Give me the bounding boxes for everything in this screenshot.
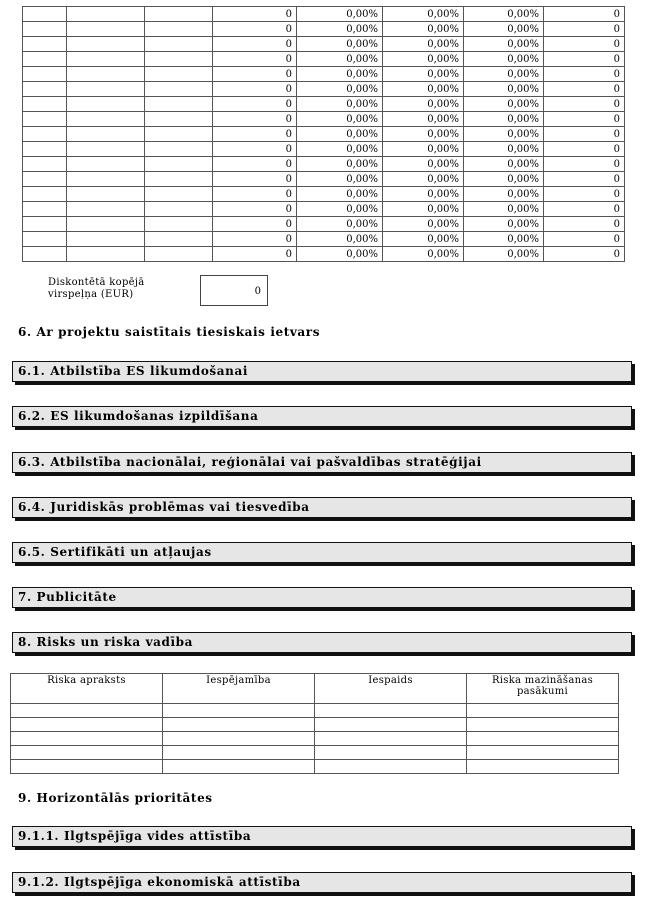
table-cell[interactable]: 0,00%	[464, 97, 544, 112]
risk-cell[interactable]	[315, 760, 467, 774]
table-cell[interactable]	[145, 37, 213, 52]
table-cell[interactable]: 0	[544, 187, 625, 202]
table-cell[interactable]: 0	[213, 37, 297, 52]
risk-header-likelihood: Iespējamība	[163, 674, 315, 704]
table-cell[interactable]: 0,00%	[383, 157, 464, 172]
table-cell[interactable]: 0	[213, 217, 297, 232]
risk-cell[interactable]	[163, 732, 315, 746]
table-cell[interactable]	[23, 232, 67, 247]
table-row	[23, 112, 625, 127]
risk-row	[11, 718, 619, 732]
table-cell[interactable]: 0	[213, 82, 297, 97]
table-row	[23, 127, 625, 142]
risk-row	[11, 732, 619, 746]
table-cell[interactable]: 0,00%	[297, 172, 383, 187]
table-cell[interactable]: 0,00%	[297, 67, 383, 82]
table-cell[interactable]: 0,00%	[464, 202, 544, 217]
table-cell[interactable]: 0	[544, 22, 625, 37]
risk-header-description: Riska apraksts	[11, 674, 163, 704]
table-cell[interactable]: 0	[213, 187, 297, 202]
table-cell[interactable]: 0	[544, 157, 625, 172]
table-cell[interactable]: 0,00%	[383, 37, 464, 52]
table-cell[interactable]: 0,00%	[297, 187, 383, 202]
table-cell[interactable]: 0,00%	[383, 127, 464, 142]
table-cell[interactable]: 0,00%	[464, 217, 544, 232]
table-cell[interactable]	[23, 37, 67, 52]
table-cell[interactable]: 0,00%	[383, 97, 464, 112]
table-cell[interactable]	[145, 67, 213, 82]
table-cell[interactable]: 0	[213, 247, 297, 262]
table-cell[interactable]: 0,00%	[297, 142, 383, 157]
table-cell[interactable]	[23, 142, 67, 157]
table-row	[23, 22, 625, 37]
risk-cell[interactable]	[163, 746, 315, 760]
table-cell[interactable]: 0,00%	[464, 52, 544, 67]
table-cell[interactable]	[67, 217, 145, 232]
table-cell[interactable]: 0,00%	[383, 232, 464, 247]
table-cell[interactable]	[67, 142, 145, 157]
table-cell[interactable]	[23, 187, 67, 202]
table-row	[23, 187, 625, 202]
table-cell[interactable]	[23, 82, 67, 97]
discount-label: Diskontētā kopējā virspeļņa (EUR)	[48, 277, 145, 300]
table-cell[interactable]	[23, 67, 67, 82]
table-cell[interactable]: 0	[544, 232, 625, 247]
risk-cell[interactable]	[163, 718, 315, 732]
table-cell[interactable]: 0,00%	[297, 232, 383, 247]
risk-cell[interactable]	[11, 760, 163, 774]
table-cell[interactable]: 0,00%	[297, 157, 383, 172]
table-row	[23, 217, 625, 232]
table-cell[interactable]: 0	[544, 82, 625, 97]
section-7-bar: 7. Publicitāte	[12, 587, 632, 608]
table-cell[interactable]: 0,00%	[383, 142, 464, 157]
table-cell[interactable]	[23, 202, 67, 217]
section-6-3-bar: 6.3. Atbilstība nacionālai, reģionālai vai pašvaldības stratēģijai	[12, 452, 632, 473]
table-cell[interactable]	[145, 217, 213, 232]
table-cell[interactable]	[145, 112, 213, 127]
table-cell[interactable]: 0,00%	[297, 127, 383, 142]
table-cell[interactable]	[145, 97, 213, 112]
table-cell[interactable]	[23, 112, 67, 127]
table-cell[interactable]: 0,00%	[383, 247, 464, 262]
table-cell[interactable]: 0,00%	[383, 172, 464, 187]
discount-value-field[interactable]: 0	[200, 275, 268, 306]
section-9-1-2-bar: 9.1.2. Ilgtspējīga ekonomiskā attīstība	[12, 872, 632, 893]
table-cell[interactable]: 0,00%	[464, 112, 544, 127]
table-cell[interactable]: 0,00%	[464, 37, 544, 52]
table-cell[interactable]: 0	[213, 67, 297, 82]
table-cell[interactable]: 0,00%	[383, 52, 464, 67]
table-cell[interactable]: 0	[213, 97, 297, 112]
table-cell[interactable]: 0,00%	[297, 37, 383, 52]
table-cell[interactable]: 0	[213, 7, 297, 22]
table-cell[interactable]: 0	[544, 67, 625, 82]
table-cell[interactable]: 0	[213, 157, 297, 172]
table-cell[interactable]: 0	[544, 217, 625, 232]
table-cell[interactable]: 0	[544, 127, 625, 142]
table-cell[interactable]: 0,00%	[383, 217, 464, 232]
risk-row	[11, 760, 619, 774]
table-cell[interactable]: 0,00%	[464, 67, 544, 82]
table-cell[interactable]	[67, 187, 145, 202]
table-cell[interactable]	[145, 142, 213, 157]
table-cell[interactable]	[145, 22, 213, 37]
table-cell[interactable]: 0,00%	[297, 52, 383, 67]
risk-header-impact: Iespaids	[315, 674, 467, 704]
table-cell[interactable]: 0,00%	[297, 202, 383, 217]
table-cell[interactable]: 0,00%	[383, 82, 464, 97]
table-cell[interactable]	[23, 7, 67, 22]
table-cell[interactable]	[67, 247, 145, 262]
table-cell[interactable]: 0,00%	[464, 7, 544, 22]
table-cell[interactable]: 0	[213, 142, 297, 157]
table-cell[interactable]	[145, 202, 213, 217]
section-6-1-bar: 6.1. Atbilstība ES likumdošanai	[12, 361, 632, 382]
table-cell[interactable]	[145, 187, 213, 202]
table-cell[interactable]: 0	[544, 202, 625, 217]
financial-table	[22, 6, 625, 262]
table-cell[interactable]	[23, 172, 67, 187]
risk-cell[interactable]	[467, 704, 619, 718]
table-cell[interactable]	[67, 37, 145, 52]
table-cell[interactable]: 0	[544, 172, 625, 187]
table-cell[interactable]	[145, 232, 213, 247]
risk-cell[interactable]	[315, 718, 467, 732]
table-cell[interactable]: 0,00%	[383, 67, 464, 82]
table-cell[interactable]	[145, 7, 213, 22]
table-cell[interactable]	[145, 52, 213, 67]
table-cell[interactable]: 0	[213, 172, 297, 187]
risk-header-mitigation: Riska mazināšanas pasākumi	[467, 674, 619, 704]
table-cell[interactable]: 0,00%	[464, 82, 544, 97]
table-row	[23, 202, 625, 217]
table-row	[23, 142, 625, 157]
table-cell[interactable]	[67, 202, 145, 217]
table-row	[23, 232, 625, 247]
table-cell[interactable]: 0	[544, 7, 625, 22]
risk-cell[interactable]	[467, 760, 619, 774]
table-row	[23, 172, 625, 187]
risk-cell[interactable]	[163, 704, 315, 718]
table-cell[interactable]: 0,00%	[464, 247, 544, 262]
risk-cell[interactable]	[467, 718, 619, 732]
table-cell[interactable]: 0,00%	[383, 202, 464, 217]
table-cell[interactable]: 0	[213, 127, 297, 142]
table-cell[interactable]	[145, 172, 213, 187]
section-9-heading: 9. Horizontālās prioritātes	[18, 791, 213, 805]
table-cell[interactable]: 0,00%	[383, 22, 464, 37]
section-8-bar: 8. Risks un riska vadība	[12, 632, 632, 653]
table-cell[interactable]	[67, 157, 145, 172]
table-cell[interactable]: 0	[213, 52, 297, 67]
risk-cell[interactable]	[315, 746, 467, 760]
risk-cell[interactable]	[163, 760, 315, 774]
risk-cell[interactable]	[467, 732, 619, 746]
section-6-4-bar: 6.4. Juridiskās problēmas vai tiesvedība	[12, 497, 632, 518]
risk-row	[11, 746, 619, 760]
table-row	[23, 97, 625, 112]
table-cell[interactable]	[67, 22, 145, 37]
table-cell[interactable]: 0	[213, 22, 297, 37]
table-cell[interactable]	[67, 172, 145, 187]
table-row	[23, 7, 625, 22]
risk-cell[interactable]	[11, 732, 163, 746]
table-cell[interactable]: 0	[544, 142, 625, 157]
table-cell[interactable]	[67, 97, 145, 112]
table-cell[interactable]	[23, 157, 67, 172]
table-row	[23, 67, 625, 82]
table-cell[interactable]: 0,00%	[383, 7, 464, 22]
table-cell[interactable]	[145, 157, 213, 172]
table-row	[23, 157, 625, 172]
risk-cell[interactable]	[11, 746, 163, 760]
section-6-2-bar: 6.2. ES likumdošanas izpildīšana	[12, 406, 632, 427]
table-cell[interactable]: 0	[213, 112, 297, 127]
section-6-heading: 6. Ar projektu saistītais tiesiskais ietvars	[18, 325, 321, 339]
table-cell[interactable]: 0	[544, 37, 625, 52]
table-cell[interactable]: 0,00%	[383, 187, 464, 202]
risk-cell[interactable]	[315, 704, 467, 718]
table-row	[23, 37, 625, 52]
table-cell[interactable]: 0	[213, 202, 297, 217]
risk-table	[10, 673, 619, 774]
table-cell[interactable]: 0	[544, 97, 625, 112]
section-6-5-bar: 6.5. Sertifikāti un atļaujas	[12, 542, 632, 563]
table-cell[interactable]	[67, 52, 145, 67]
table-cell[interactable]	[145, 82, 213, 97]
table-cell[interactable]	[145, 127, 213, 142]
table-cell[interactable]: 0,00%	[383, 112, 464, 127]
table-cell[interactable]	[67, 112, 145, 127]
table-cell[interactable]: 0,00%	[464, 187, 544, 202]
table-cell[interactable]: 0	[213, 232, 297, 247]
table-cell[interactable]	[23, 247, 67, 262]
table-row	[23, 247, 625, 262]
table-cell[interactable]: 0,00%	[297, 82, 383, 97]
table-cell[interactable]: 0,00%	[464, 157, 544, 172]
table-cell[interactable]	[67, 127, 145, 142]
risk-cell[interactable]	[467, 746, 619, 760]
table-cell[interactable]: 0,00%	[297, 247, 383, 262]
risk-cell[interactable]	[315, 732, 467, 746]
table-cell[interactable]	[67, 67, 145, 82]
risk-cell[interactable]	[11, 718, 163, 732]
table-cell[interactable]	[23, 22, 67, 37]
table-cell[interactable]	[23, 217, 67, 232]
table-cell[interactable]	[23, 97, 67, 112]
section-9-1-1-bar: 9.1.1. Ilgtspējīga vides attīstība	[12, 826, 632, 847]
table-cell[interactable]	[67, 232, 145, 247]
table-row	[23, 52, 625, 67]
table-cell[interactable]: 0,00%	[297, 7, 383, 22]
table-cell[interactable]	[145, 247, 213, 262]
table-row	[23, 82, 625, 97]
table-cell[interactable]: 0,00%	[297, 112, 383, 127]
table-cell[interactable]	[67, 7, 145, 22]
risk-row	[11, 704, 619, 718]
table-cell[interactable]: 0,00%	[464, 172, 544, 187]
table-cell[interactable]	[23, 127, 67, 142]
table-cell[interactable]: 0	[544, 112, 625, 127]
table-cell[interactable]: 0,00%	[464, 127, 544, 142]
table-cell[interactable]: 0	[544, 247, 625, 262]
table-cell[interactable]: 0,00%	[464, 232, 544, 247]
table-cell[interactable]: 0	[544, 52, 625, 67]
table-cell[interactable]	[67, 82, 145, 97]
table-cell[interactable]: 0,00%	[297, 217, 383, 232]
risk-cell[interactable]	[11, 704, 163, 718]
table-cell[interactable]: 0,00%	[464, 22, 544, 37]
table-cell[interactable]: 0,00%	[297, 97, 383, 112]
table-cell[interactable]: 0,00%	[464, 142, 544, 157]
table-cell[interactable]	[23, 52, 67, 67]
table-cell[interactable]: 0,00%	[297, 22, 383, 37]
